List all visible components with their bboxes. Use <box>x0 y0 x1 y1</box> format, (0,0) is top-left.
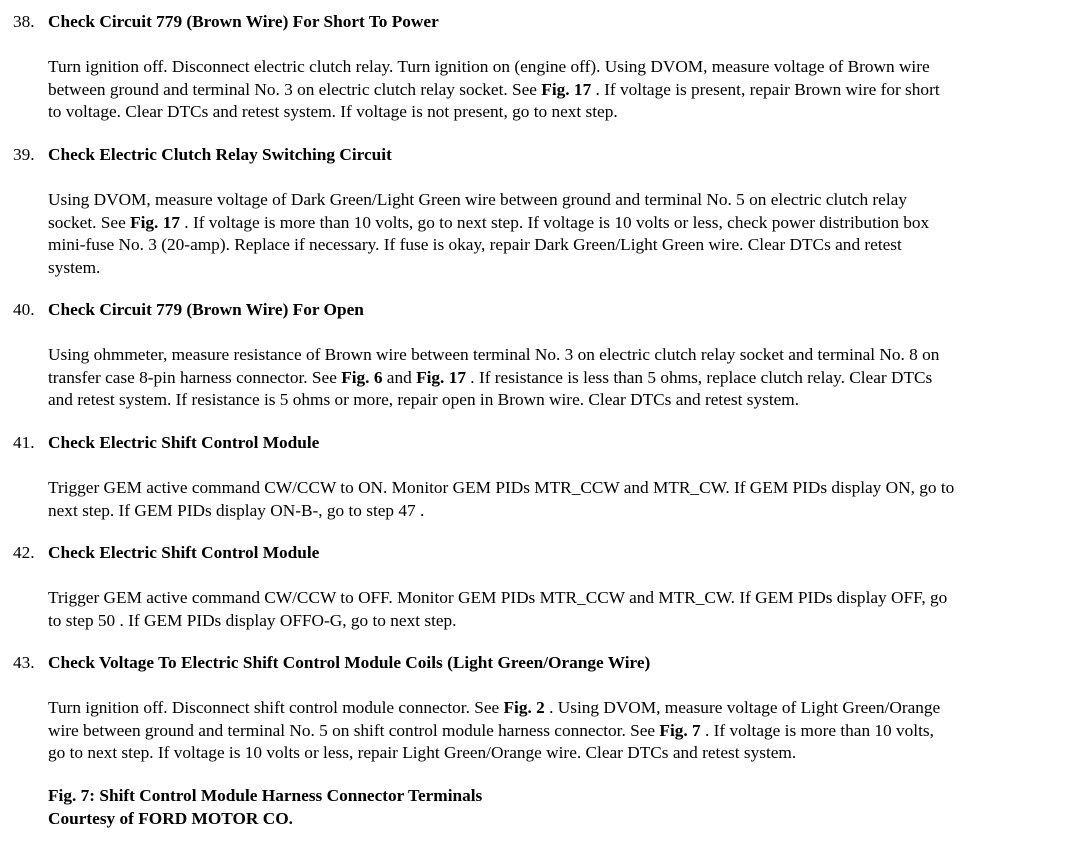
figure-caption <box>48 785 1048 830</box>
step-text-line <box>48 477 1080 500</box>
step-text <box>48 189 1080 279</box>
step-text-line <box>48 697 1080 720</box>
text-run: . If voltage is more than 10 volts, go to next step. If voltage is 10 volts or less, check power distribution box <box>179 212 930 232</box>
figure-reference: Fig. 17 <box>130 212 180 232</box>
text-run: transfer case 8-pin harness connector. See <box>48 367 342 387</box>
step-title: Check Electric Shift Control Module <box>48 433 320 452</box>
step-text-line <box>48 344 1080 367</box>
text-run: socket. See <box>48 212 131 232</box>
figure-title: Fig. 7: Shift Control Module Harness Connector Terminals <box>48 786 483 805</box>
text-run: between ground and terminal No. 3 on electric clutch relay socket. See <box>48 79 542 99</box>
step-number: 41. <box>13 433 35 452</box>
step-text-line <box>48 610 1080 633</box>
step-text-line <box>48 587 1080 610</box>
text-run: Turn ignition off. Disconnect electric clutch relay. Turn ignition on (engine off). Using DVOM, measure voltage of Brown wire <box>48 57 930 76</box>
step-title: Check Circuit 779 (Brown Wire) For Short To Power <box>48 12 439 31</box>
step-text-line <box>48 500 1080 523</box>
text-run: Using DVOM, measure voltage of Dark Green/Light Green wire between ground and terminal No. 5 on electric clutch relay <box>48 190 907 209</box>
step-text-line <box>48 389 1080 412</box>
step-text <box>48 477 1080 522</box>
figure-reference: Fig. 17 <box>541 79 592 99</box>
text-run: Trigger GEM active command CW/CCW to OFF. Monitor GEM PIDs MTR_CCW and MTR_CW. If GEM PIDs display OFF, go <box>48 588 948 607</box>
step-heading <box>0 144 1082 167</box>
step-43 <box>0 652 1082 762</box>
step-title: Check Circuit 779 (Brown Wire) For Open <box>48 300 364 319</box>
figure-reference: Fig. 17 <box>416 367 466 387</box>
text-run: Using ohmmeter, measure resistance of Brown wire between terminal No. 3 on electric clutch relay socket and terminal No. 8 on <box>48 345 940 364</box>
step-text-line <box>48 212 1080 235</box>
step-text-line <box>48 79 1080 102</box>
text-run: Turn ignition off. Disconnect shift control module connector. See <box>48 698 504 717</box>
text-run: and retest system. If resistance is 5 ohms or more, repair open in Brown wire. Clear DTCs and retest system. <box>48 390 800 409</box>
step-heading <box>0 11 1082 34</box>
figure-reference: Fig. 6 <box>341 367 383 387</box>
text-run: . If voltage is more than 10 volts, <box>700 720 934 740</box>
step-number: 38. <box>13 12 35 31</box>
step-number: 39. <box>13 145 35 164</box>
step-41 <box>0 432 1082 520</box>
text-run: . If resistance is less than 5 ohms, replace clutch relay. Clear DTCs <box>465 367 933 387</box>
step-text-line <box>48 742 1080 765</box>
text-run: mini-fuse No. 3 (20-amp). Replace if necessary. If fuse is okay, repair Dark Green/Light Green wire. Clear DTCs and retest <box>48 235 902 254</box>
step-heading <box>0 432 1082 455</box>
step-39 <box>0 144 1082 277</box>
step-text-line <box>48 720 1080 743</box>
step-heading <box>0 652 1082 675</box>
step-text <box>48 56 1080 124</box>
text-run: and <box>382 367 417 387</box>
figure-reference: Fig. 2 <box>503 698 545 717</box>
text-run: . If voltage is present, repair Brown wire for short <box>591 79 940 99</box>
step-title: Check Electric Clutch Relay Switching Circuit <box>48 145 392 164</box>
step-text-line <box>48 367 1080 390</box>
text-run: system. <box>48 257 101 277</box>
text-run: wire between ground and terminal No. 5 on shift control module harness connector. See <box>48 720 660 740</box>
step-text-line <box>48 257 1080 280</box>
step-number: 43. <box>13 653 35 672</box>
step-title: Check Voltage To Electric Shift Control Module Coils (Light Green/Orange Wire) <box>48 653 651 672</box>
step-title: Check Electric Shift Control Module <box>48 543 320 562</box>
step-text <box>48 344 1080 412</box>
text-run: to step 50 . If GEM PIDs display OFFO-G, go to next step. <box>48 610 457 630</box>
step-text <box>48 587 1080 632</box>
step-heading <box>0 542 1082 565</box>
text-run: to voltage. Clear DTCs and retest system. If voltage is not present, go to next step. <box>48 102 618 121</box>
text-run: . Using DVOM, measure voltage of Light Green/Orange <box>544 698 941 717</box>
text-run: Trigger GEM active command CW/CCW to ON. Monitor GEM PIDs MTR_CCW and MTR_CW. If GEM PIDs display ON, go to <box>48 478 955 497</box>
figure-reference: Fig. 7 <box>659 720 701 740</box>
figure-credit: Courtesy of FORD MOTOR CO. <box>48 808 293 828</box>
step-text-line <box>48 56 1080 79</box>
step-38 <box>0 11 1082 121</box>
step-42 <box>0 542 1082 630</box>
step-number: 42. <box>13 543 35 562</box>
text-run: go to next step. If voltage is 10 volts or less, repair Light Green/Orange wire. Clear DTCs and retest system. <box>48 743 797 762</box>
step-40 <box>0 299 1082 409</box>
step-text-line <box>48 101 1080 124</box>
step-heading <box>0 299 1082 322</box>
step-number: 40. <box>13 300 35 319</box>
step-text <box>48 697 1080 765</box>
step-text-line <box>48 189 1080 212</box>
text-run: next step. If GEM PIDs display ON-B-, go to step 47 . <box>48 500 425 520</box>
step-text-line <box>48 234 1080 257</box>
